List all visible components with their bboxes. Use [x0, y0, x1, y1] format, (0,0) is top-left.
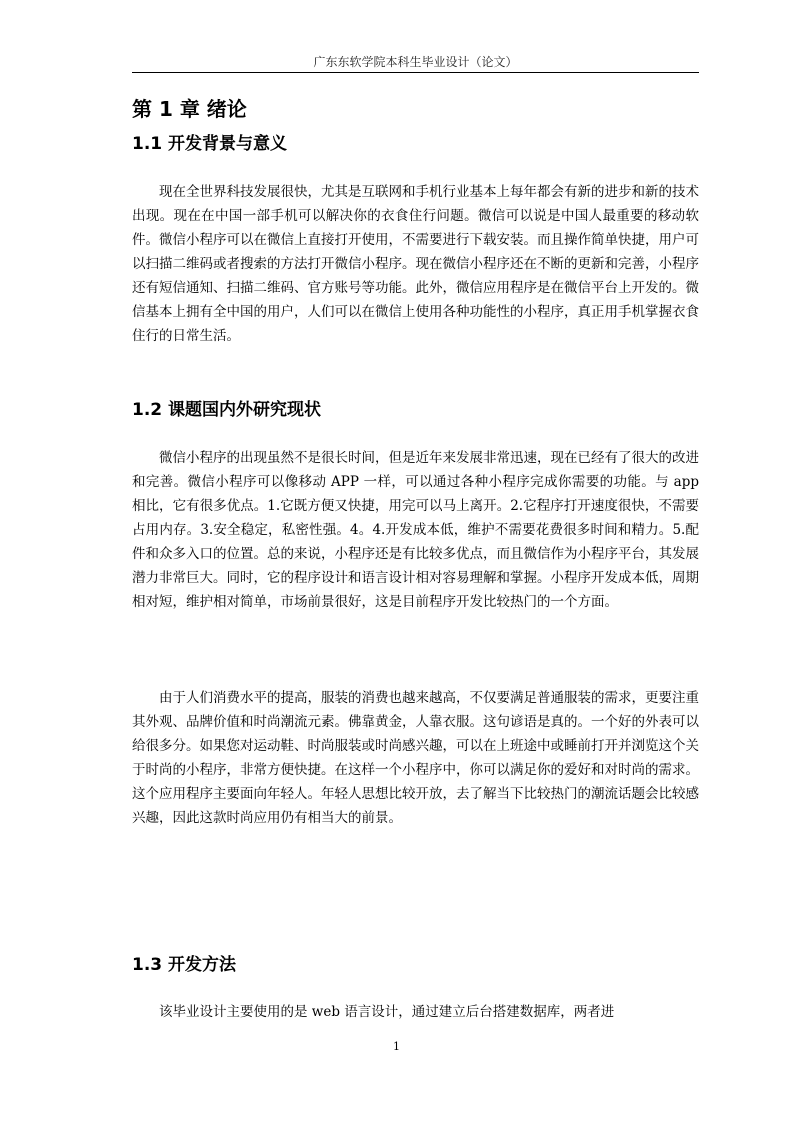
paragraph-fashion-demand: 由于人们消费水平的提高，服装的消费也越来越高，不仅要满足普通服装的需求，更要注重其外观、品牌价值和时尚潮流元素。佛靠黄金，人靠衣服。这句谚语是真的。一个好的外表可以给很多分。如果您对运动鞋、时尚服装或时尚感兴趣，可以在上班途中或睡前打开并浏览这个关于时尚的小程序，非常方便快捷。在这样一个小程序中，你可以满足你的爱好和对时尚的需求。这个应用程序主要面向年轻人。年轻人思想比较开放，去了解当下比较热门的潮流话题会比较感兴趣，因此这款时尚应用仍有相当大的前景。 [132, 690, 699, 826]
header-rule [132, 72, 699, 73]
section-heading-1-1: 1.1 开发背景与意义 [132, 134, 288, 154]
chapter-title: 第 1 章 绪论 [132, 97, 247, 121]
page-number: 1 [393, 1040, 400, 1053]
paragraph-background: 现在全世界科技发展很快，尤其是互联网和手机行业基本上每年都会有新的进步和新的技术出现。现在在中国一部手机可以解决你的衣食住行问题。微信可以说是中国人最重要的移动软件。微信小程序可以在微信上直接打开使用，不需要进行下载安装。而且操作简单快捷，用户可以扫描二维码或者搜索的方法打开微信小程序。现在微信小程序还在不断的更新和完善，小程序还有短信通知、扫描二维码、官方账号等功能。此外，微信应用程序是在微信平台上开发的。微信基本上拥有全中国的用户，人们可以在微信上使用各种功能性的小程序，真正用手机掌握衣食住行的日常生活。 [132, 184, 699, 344]
paragraph-research-status: 微信小程序的出现虽然不是很长时间，但是近年来发展非常迅速，现在已经有了很大的改进和完善。微信小程序可以像移动 APP 一样，可以通过各种小程序完成你需要的功能。与 app 相比，它有很多优点。1.它既方便又快捷，用完可以马上离开。2.它程序打开速度很快，不需要占用内存。3.安全稳定，私密性强。4。4.开发成本低，维护不需要花费很多时间和精力。5.配件和众多入口的位置。总的来说，小程序还是有比较多优点，而且微信作为小程序平台，其发展潜力非常巨大。同时，它的程序设计和语言设计相对容易理解和掌握。小程序开发成本低，周期相对短，维护相对简单，市场前景很好，这是目前程序开发比较热门的一个方面。 [132, 450, 699, 610]
paragraph-method: 该毕业设计主要使用的是 web 语言设计，通过建立后台搭建数据库，两者进 [159, 1004, 615, 1020]
page-header: 广东东软学院本科生毕业设计（论文） [313, 55, 518, 69]
section-heading-1-3: 1.3 开发方法 [132, 955, 237, 975]
section-heading-1-2: 1.2 课题国内外研究现状 [132, 400, 322, 420]
